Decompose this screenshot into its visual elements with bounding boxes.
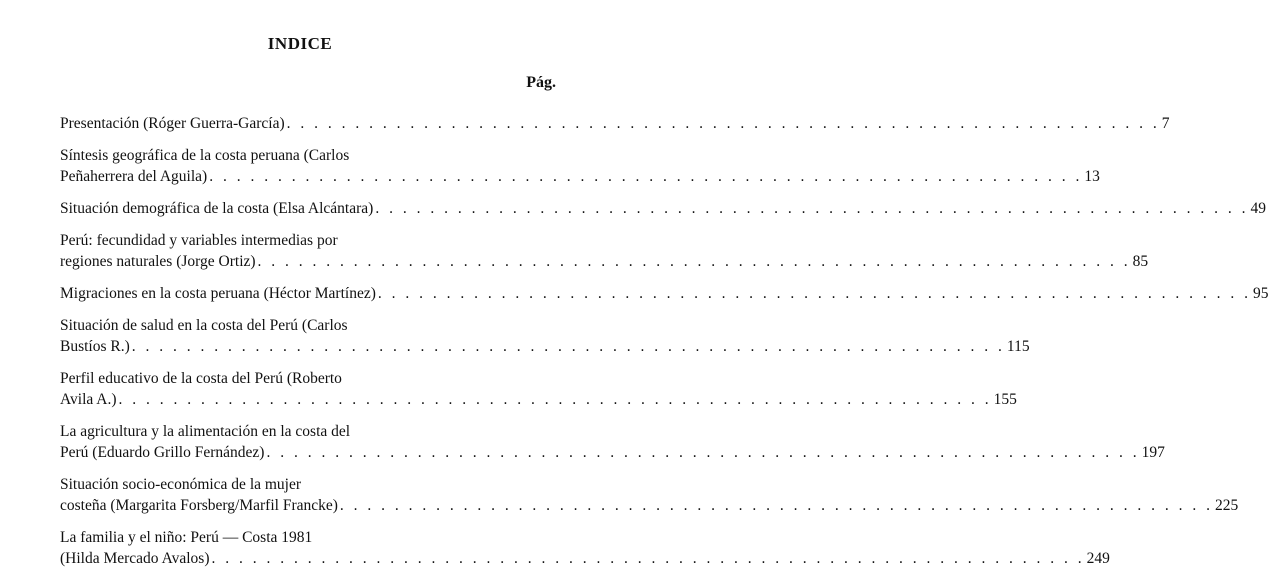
toc-entry-page: 7 [1161, 115, 1170, 132]
toc-entry-page: 13 [1084, 168, 1100, 185]
dot-leader: . . . . . . . . . . . . . . . . . . . . . . . . . . . . . . . . . . . . . . . . . . . . . . . . . . . . . . . . . . . . . . . . [131, 338, 1005, 355]
toc-entry-page: 85 [1132, 253, 1149, 270]
toc-entry-page: 95 [1253, 285, 1269, 302]
toc-entry-title-line2: (Hilda Mercado Avalos) [60, 550, 210, 567]
table-of-contents [60, 113, 1269, 580]
toc-entry-title-line2: costeña (Margarita Forsberg/Marfil Francke) [60, 497, 338, 514]
page-column-label: Pág. [526, 74, 556, 91]
toc-entry-title-line1: Perfil educativo de la costa del Perú (Roberto [60, 370, 342, 387]
toc-entry-page: 249 [1086, 550, 1110, 567]
dot-leader: . . . . . . . . . . . . . . . . . . . . . . . . . . . . . . . . . . . . . . . . . . . . . . . . . . . . . . . . . . . . . . . . [377, 285, 1252, 302]
dot-leader: . . . . . . . . . . . . . . . . . . . . . . . . . . . . . . . . . . . . . . . . . . . . . . . . . . . . . . . . . . . . . . . . [286, 115, 1160, 132]
toc-entry-title-line2: Perú (Eduardo Grillo Fernández) [60, 444, 265, 461]
toc-entry [60, 527, 1110, 569]
toc-entry [60, 145, 1100, 187]
toc-entry-title-line1: La agricultura y la alimentación en la costa del [60, 423, 351, 440]
toc-entry-title-line1: Situación socio-económica de la mujer [60, 476, 302, 493]
toc-entry-title-line2: Bustíos R.) [60, 338, 130, 355]
toc-entry-page: 115 [1006, 338, 1030, 355]
toc-entry [60, 421, 1165, 463]
dot-leader: . . . . . . . . . . . . . . . . . . . . . . . . . . . . . . . . . . . . . . . . . . . . . . . . . . . . . . . . . . . . . . . . [375, 200, 1249, 217]
toc-entry-title: Migraciones en la costa peruana (Héctor Martínez) [60, 285, 376, 302]
dot-leader: . . . . . . . . . . . . . . . . . . . . . . . . . . . . . . . . . . . . . . . . . . . . . . . . . . . . . . . . . . . . . . . . [209, 168, 1083, 185]
toc-entry-title-line1: Situación de salud en la costa del Perú (Carlos [60, 317, 348, 334]
toc-entry-title-line1: Síntesis geográfica de la costa peruana (Carlos [60, 147, 350, 164]
toc-entry [60, 368, 1017, 410]
toc-entry-title: Situación demográfica de la costa (Elsa Alcántara) [60, 200, 374, 217]
dot-leader: . . . . . . . . . . . . . . . . . . . . . . . . . . . . . . . . . . . . . . . . . . . . . . . . . . . . . . . . . . . . . . . . [266, 444, 1140, 461]
toc-entry [60, 315, 1030, 357]
toc-entry-title-line1: La familia y el niño: Perú — Costa 1981 [60, 529, 313, 546]
dot-leader: . . . . . . . . . . . . . . . . . . . . . . . . . . . . . . . . . . . . . . . . . . . . . . . . . . . . . . . . . . . . . . . . [257, 253, 1131, 270]
toc-entry-title: Presentación (Róger Guerra-García) [60, 115, 285, 132]
page-title: INDICE [267, 34, 333, 53]
toc-entry-page: 49 [1250, 200, 1266, 217]
toc-entry [60, 113, 1170, 134]
toc-entry [60, 198, 1266, 219]
toc-entry-title-line2: Avila A.) [60, 391, 117, 408]
toc-entry-title-line1: Perú: fecundidad y variables intermedias por [60, 232, 338, 249]
toc-entry-title-line2: Peñaherrera del Aguila) [60, 168, 208, 185]
toc-entry-page: 197 [1141, 444, 1165, 461]
toc-entry [60, 283, 1269, 304]
dot-leader: . . . . . . . . . . . . . . . . . . . . . . . . . . . . . . . . . . . . . . . . . . . . . . . . . . . . . . . . . . . . . . . . [211, 550, 1085, 567]
dot-leader: . . . . . . . . . . . . . . . . . . . . . . . . . . . . . . . . . . . . . . . . . . . . . . . . . . . . . . . . . . . . . . . . [118, 391, 992, 408]
dot-leader: . . . . . . . . . . . . . . . . . . . . . . . . . . . . . . . . . . . . . . . . . . . . . . . . . . . . . . . . . . . . . . . . [339, 497, 1214, 514]
toc-entry-page: 225 [1215, 497, 1239, 514]
toc-entry [60, 230, 1149, 272]
toc-entry [60, 474, 1239, 516]
toc-entry-page: 155 [993, 391, 1017, 408]
toc-entry-title-line2: regiones naturales (Jorge Ortiz) [60, 253, 256, 270]
